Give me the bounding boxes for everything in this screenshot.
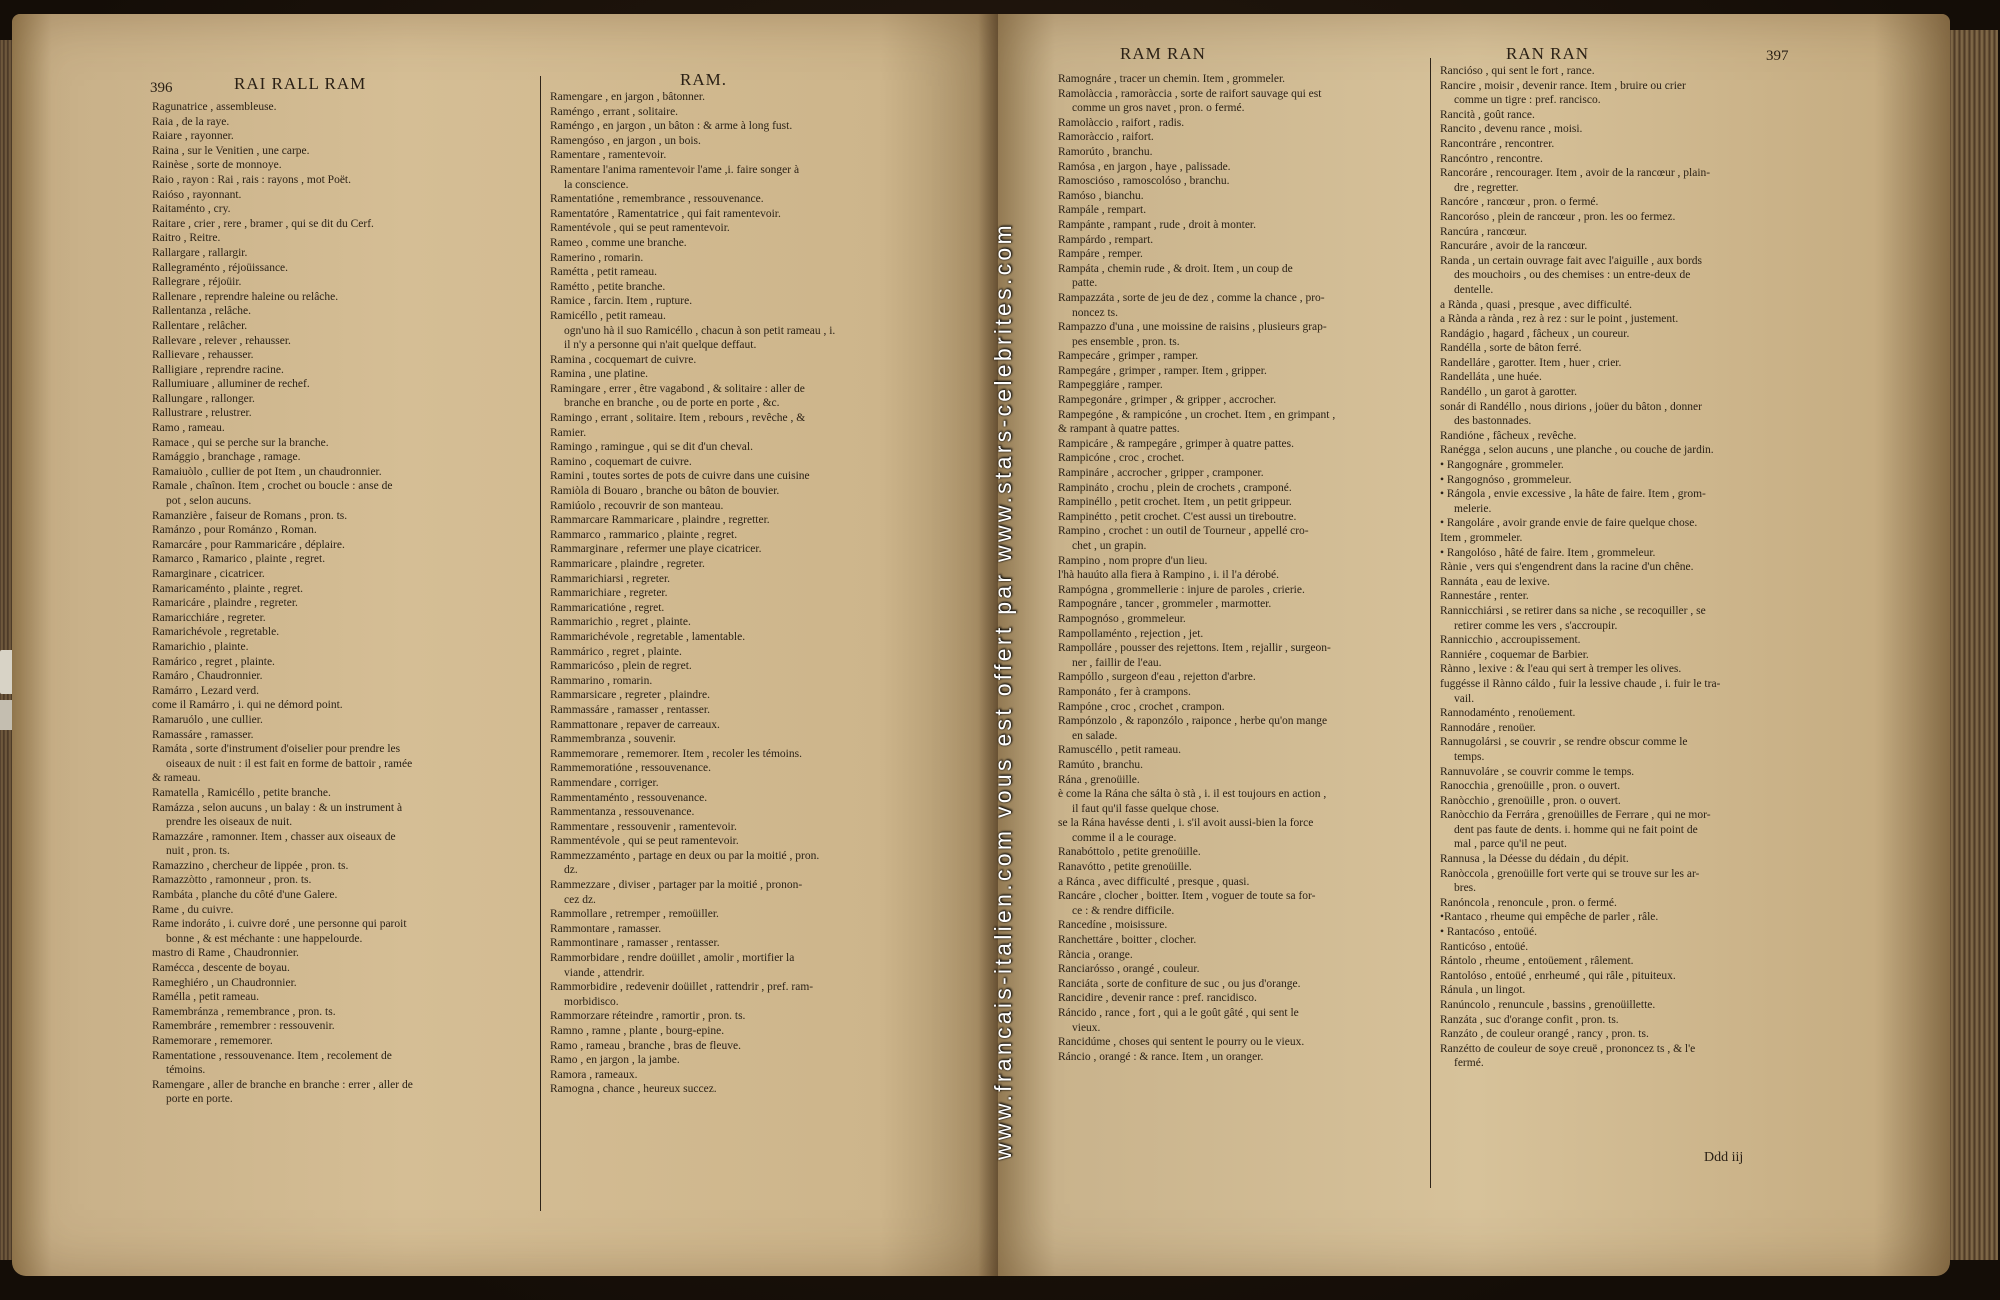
dictionary-entry: Ramaruólo , une cullier. [152, 713, 263, 726]
dictionary-entry: Rampinéllo , petit crochet. Item , un petit grippeur. [1058, 496, 1292, 509]
dictionary-entry: Ramazzáre , ramonner. Item , chasser aux oiseaux de [152, 830, 396, 843]
dictionary-entry: Rallargare , rallargir. [152, 246, 248, 259]
dictionary-entry: Ramaricaménto , plainte , regret. [152, 582, 304, 595]
dictionary-entry: Rammaricatióne , regret. [550, 601, 665, 614]
dictionary-entry: Rannodáre , renoüer. [1440, 721, 1536, 734]
dictionary-entry: Ranúncolo , renuncule , bassins , grenoüillette. [1440, 999, 1656, 1011]
dictionary-entry: Ramognáre , tracer un chemin. Item , grommeler. [1058, 73, 1286, 85]
dictionary-entry: Ramo , rameau. [152, 422, 225, 435]
left-running-header: RAI RALL RAM [234, 74, 367, 93]
dictionary-entry: Rammorbidare , rendre doüillet , amolir , mortifier la [550, 952, 795, 965]
dictionary-entry: comme un tigre : pref. rancisco. [1454, 94, 1601, 107]
dictionary-entry: Ramarcáre , pour Rammaricáre , déplaire. [152, 538, 345, 551]
dictionary-entry: a Ránca , avec difficulté , presque , quasi. [1058, 875, 1250, 888]
left-page-number: 396 [150, 80, 173, 96]
right-header-col2: RAN RAN [1506, 44, 1590, 63]
dictionary-entry: Rancióso , qui sent le fort , rance. [1440, 65, 1595, 77]
dictionary-entry: Rammarco , rammarico , plainte , regret. [550, 528, 738, 541]
dictionary-entry: morbidisco. [564, 995, 619, 1008]
dictionary-entry: Rampognóso , grommeleur. [1058, 612, 1186, 625]
dictionary-entry: Rampazzo d'una , une moissine de raisins , plusieurs grap- [1058, 321, 1327, 334]
dictionary-entry: Raia , de la raye. [152, 115, 230, 128]
dictionary-entry: Rallegrare , réjoüir. [152, 276, 242, 289]
dictionary-entry: Rallentare , relâcher. [152, 319, 248, 332]
dictionary-entry: • Rangognáre , grommeler. [1440, 459, 1564, 472]
dictionary-entry: Ramo , en jargon , la jambe. [550, 1054, 680, 1067]
dictionary-entry: comme un gros navet , pron. o fermé. [1072, 102, 1245, 115]
dictionary-entry: Ramembráre , remembrer : ressouvenir. [152, 1020, 335, 1033]
dictionary-entry: Rammentanza , ressouvenance. [550, 806, 695, 819]
dictionary-entry: Rampazzáta , sorte de jeu de dez , comme la chance , pro- [1058, 291, 1325, 304]
dictionary-entry: nuit , pron. ts. [166, 845, 230, 858]
dictionary-entry: Raiare , rayonner. [152, 130, 234, 143]
dictionary-entry: Raina , sur le Venitien , une carpe. [152, 144, 310, 157]
dictionary-entry: Ramoràccio , raifort. [1058, 131, 1154, 144]
dictionary-entry: Rampále , rempart. [1058, 204, 1147, 217]
dictionary-entry: Ramárico , regret , plainte. [152, 655, 275, 668]
dictionary-entry: melerie. [1454, 502, 1492, 515]
right-page-number: 397 [1766, 48, 1789, 64]
right-page-edges [1950, 30, 1998, 1260]
dictionary-entry: Ramale , chaînon. Item , crochet ou boucle : anse de [152, 480, 393, 493]
dictionary-entry: Ranóncola , renoncule , pron. o fermé. [1440, 896, 1617, 909]
dictionary-entry: Item , grommeler. [1440, 532, 1523, 544]
dictionary-entry: Rallungare , rallonger. [152, 392, 255, 405]
dictionary-entry: Randéllo , un garot à garotter. [1440, 386, 1578, 399]
dictionary-entry: Ramárro , Lezard verd. [152, 684, 259, 697]
dictionary-entry: Ramentatione , ressouvenance. Item , recolement de [152, 1049, 392, 1062]
dictionary-entry: Ramentatióne , remembrance , ressouvenance. [550, 193, 764, 206]
left-column-1 [152, 100, 532, 1107]
dictionary-entry: Raitaménto , cry. [152, 203, 231, 216]
left-center-header: RAM. [680, 70, 727, 89]
dictionary-entry: prendre les oiseaux de nuit. [166, 816, 293, 829]
dictionary-entry: Rampógna , grommellerie : injure de paroles , crierie. [1058, 583, 1305, 596]
dictionary-entry: porte en porte. [166, 1093, 233, 1106]
dictionary-entry: Rammattonare , repaver de carreaux. [550, 718, 720, 731]
dictionary-entry: • Rangoláre , avoir grande envie de faire quelque chose. [1440, 517, 1698, 530]
dictionary-entry: Rannusa , la Déesse du dédain , du dépit. [1440, 853, 1629, 866]
dictionary-entry: Ramáta , sorte d'instrument d'oiselier pour prendre les [152, 743, 401, 756]
dictionary-entry: Randélla , sorte de bâton ferré. [1440, 342, 1582, 355]
dictionary-entry: Rancáre , clocher , boitter. Item , voguer de toute sa for- [1058, 890, 1316, 903]
dictionary-entry: il faut qu'il fasse quelque chose. [1072, 802, 1220, 815]
dictionary-entry: fermé. [1454, 1057, 1484, 1070]
dictionary-entry: Rammorzare réteindre , ramortir , pron. ts. [550, 1010, 746, 1023]
dictionary-entry: Ramánzo , pour Románzo , Roman. [152, 524, 317, 537]
dictionary-entry: Ramina , cocquemart de cuivre. [550, 353, 697, 366]
left-column-2 [550, 90, 930, 1097]
dictionary-entry: Rampollaménto , rejection , jet. [1058, 627, 1204, 640]
dictionary-entry: sonár di Randéllo , nous dirions , joüer du bâton , donner [1440, 400, 1702, 413]
dictionary-entry: Rancóre , rancœur , pron. o fermé. [1440, 196, 1599, 209]
dictionary-entry: Rammarcare Rammaricare , plaindre , regretter. [550, 514, 770, 527]
dictionary-entry: Ranchettáre , boitter , clocher. [1058, 934, 1197, 947]
dictionary-entry: Ramuscéllo , petit rameau. [1058, 744, 1181, 757]
dictionary-entry: Rallustrare , relustrer. [152, 407, 252, 420]
dictionary-entry: Ráncido , rance , fort , qui a le goût gâté , qui sent le [1058, 1007, 1299, 1019]
dictionary-entry: Ramingo , ramingue , qui se dit d'un cheval. [550, 441, 753, 454]
dictionary-entry: Ramazzòtto , ramonneur , pron. ts. [152, 874, 312, 887]
dictionary-entry: Ranzétto de couleur de soye creuë , prononcez ts , & l'e [1440, 1042, 1696, 1055]
dictionary-entry: Rameo , comme une branche. [550, 236, 687, 249]
dictionary-entry: Ramaiuòlo , cullier de pot Item , un chaudronnier. [152, 465, 382, 478]
dictionary-entry: Rancuráre , avoir de la rancœur. [1440, 240, 1588, 253]
dictionary-entry: témoins. [166, 1064, 206, 1077]
dictionary-entry: Rammorbidire , redevenir doüillet , rattendrir , pref. ram- [550, 981, 814, 994]
dictionary-entry: Rampóne , croc , crochet , crampon. [1058, 700, 1225, 713]
dictionary-entry: Raitare , crier , rere , bramer , qui se dit du Cerf. [152, 217, 374, 230]
right-page [998, 14, 1950, 1276]
dictionary-entry: • Rantacóso , entoüé. [1440, 926, 1537, 939]
dictionary-entry: Rallenare , reprendre haleine ou relâche. [152, 290, 339, 303]
dictionary-entry: Rammembranza , souvenir. [550, 733, 676, 746]
dictionary-entry: Ramentévole , qui se peut ramentevoir. [550, 222, 730, 235]
dictionary-entry: Randelláre , garotter. Item , huer , crier. [1440, 356, 1622, 369]
dictionary-entry: Ramétta , petit rameau. [550, 266, 657, 279]
dictionary-entry: Ramentare , ramentevoir. [550, 149, 667, 162]
dictionary-entry: Ragunatrice , assembleuse. [152, 101, 277, 113]
dictionary-entry: Rammaricóso , plein de regret. [550, 660, 692, 673]
dictionary-entry: Rannestáre , renter. [1440, 590, 1529, 603]
dictionary-entry: Randióne , fâcheux , revêche. [1440, 429, 1577, 442]
left-column-rule [540, 76, 541, 1211]
dictionary-entry: Rammarichio , regret , plainte. [550, 616, 691, 629]
dictionary-entry: Randa , un certain ouvrage fait avec l'aiguille , aux bords [1440, 254, 1703, 267]
dictionary-entry: Ramier. [550, 426, 587, 439]
dictionary-entry: Rancire , moisir , devenir rance. Item , bruire ou crier [1440, 79, 1686, 92]
watermark-text [990, 1120, 1010, 1160]
dictionary-entry: Ralligiare , reprendre racine. [152, 363, 284, 376]
dictionary-entry: Rànno , lexive : & l'eau qui sert à tremper les olives. [1440, 663, 1682, 676]
dictionary-entry: Rammollare , retremper , remoüiller. [550, 908, 719, 921]
dictionary-entry: Ramogna , chance , heureux succez. [550, 1083, 717, 1096]
dictionary-entry: Rampárdo , rempart. [1058, 233, 1154, 246]
dictionary-entry: Ranzáto , de couleur orangé , rancy , pron. ts. [1440, 1028, 1649, 1041]
dictionary-entry: Rallevare , relever , rehausser. [152, 334, 291, 347]
dictionary-entry: Rampicáre , & rampegáre , grimper à quatre pattes. [1058, 437, 1294, 450]
dictionary-entry: Ramicéllo , petit rameau. [550, 309, 666, 322]
dictionary-entry: Rannodaménto , renoüement. [1440, 707, 1576, 720]
dictionary-entry: Ramóso , bianchu. [1058, 189, 1144, 202]
dictionary-entry: Rampino , nom propre d'un lieu. [1058, 554, 1208, 567]
dictionary-entry: Rancidúme , choses qui sentent le pourry ou le vieux. [1058, 1036, 1305, 1049]
dictionary-entry: Ranòcchio da Ferrára , grenoüilles de Ferrare , qui ne mor- [1440, 809, 1711, 822]
dictionary-entry: Ramázza , selon aucuns , un balay : & un instrument à [152, 801, 403, 814]
dictionary-entry: Rammemoratióne , ressouvenance. [550, 762, 711, 775]
dictionary-entry: Rampinétto , petit crochet. C'est aussi un tireboutre. [1058, 510, 1297, 523]
dictionary-entry: Ramace , qui se perche sur la branche. [152, 436, 329, 449]
dictionary-entry: Ramáro , Chaudronnier. [152, 670, 263, 683]
dictionary-entry: dz. [564, 864, 578, 877]
dictionary-entry: Raio , rayon : Rai , rais : rayons , mot Poët. [152, 173, 351, 186]
dictionary-entry: Rammarichiare , regreter. [550, 587, 668, 600]
dictionary-entry: Ranòcchio , grenoüille , pron. o ouvert. [1440, 794, 1621, 807]
dictionary-entry: mal , parce qu'il ne peut. [1454, 838, 1567, 851]
dictionary-entry: bonne , & est méchante : une happelourde. [166, 932, 363, 945]
dictionary-entry: Rainèse , sorte de monnoye. [152, 159, 282, 172]
dictionary-entry: Rammentévole , qui se peut ramentevoir. [550, 835, 739, 848]
dictionary-entry: oiseaux de nuit : il est fait en forme de battoir , ramée [166, 757, 413, 770]
dictionary-entry: Rammarino , romarin. [550, 674, 653, 687]
dictionary-entry: Ramolàccia , ramoràccia , sorte de raifort sauvage qui est [1058, 87, 1322, 100]
dictionary-entry: Rammassáre , ramasser , rentasser. [550, 703, 710, 716]
dictionary-entry: Rannuvoláre , se couvrir comme le temps. [1440, 765, 1635, 778]
dictionary-entry: Rampáre , remper. [1058, 248, 1143, 261]
dictionary-entry: Ramétto , petite branche. [550, 280, 666, 293]
dictionary-entry: ogn'uno hà il suo Ramicéllo , chacun à son petit rameau , i. [564, 324, 836, 337]
dictionary-entry: Ramentatóre , Ramentatrice , qui fait ramentevoir. [550, 207, 781, 220]
dictionary-entry: Rampáta , chemin rude , & droit. Item , un coup de [1058, 262, 1293, 275]
dictionary-entry: Ranciarósso , orangé , couleur. [1058, 963, 1200, 976]
dictionary-entry: Ramággio , branchage , ramage. [152, 451, 301, 464]
dictionary-entry: Rántolo , rheume , entoüement , râlement. [1440, 955, 1634, 968]
dictionary-entry: Ranabóttolo , petite grenoüille. [1058, 846, 1201, 859]
dictionary-entry: Ramécca , descente de boyau. [152, 962, 290, 975]
dictionary-entry: viande , attendrir. [564, 966, 645, 979]
right-header-col1: RAM RAN [1120, 44, 1206, 63]
dictionary-entry: Rannicchiársi , se retirer dans sa niche , se recoquiller , se [1440, 604, 1706, 617]
dictionary-entry: Ramarginare , cicatricer. [152, 568, 265, 580]
dictionary-entry: Raméngo , errant , solitaire. [550, 105, 679, 118]
dictionary-entry: Ranticóso , entoüé. [1440, 940, 1529, 953]
dictionary-entry: Rannáta , eau de lexive. [1440, 575, 1550, 588]
dictionary-entry: Ramingo , errant , solitaire. Item , rebours , revêche , & [550, 412, 806, 425]
dictionary-entry: pot , selon aucuns. [166, 495, 252, 508]
dictionary-entry: Rammárico , regret , plainte. [550, 645, 682, 658]
dictionary-entry: ner , faillir de l'eau. [1072, 656, 1162, 669]
dictionary-entry: Ranocchia , grenoüille , pron. o ouvert. [1440, 780, 1621, 793]
dictionary-entry: • Rangognóso , grommeleur. [1440, 473, 1572, 486]
dictionary-entry: Rancedíne , moisissure. [1058, 919, 1168, 932]
dictionary-entry: Raióso , rayonnant. [152, 188, 242, 201]
dictionary-entry: Ramino , coquemart de cuivre. [550, 455, 692, 468]
dictionary-entry: Ramengare , en jargon , bâtonner. [550, 91, 705, 103]
dictionary-entry: Ramiúolo , recouvrir de son manteau. [550, 499, 724, 512]
dictionary-entry: Rampolláre , pousser des rejettons. Item , rejallir , surgeon- [1058, 642, 1331, 655]
dictionary-entry: Rampónzolo , & raponzólo , raiponce , herbe qu'on mange [1058, 715, 1328, 728]
dictionary-entry: Ráncio , orangé : & rance. Item , un oranger. [1058, 1050, 1264, 1063]
dictionary-entry: vieux. [1072, 1021, 1101, 1034]
dictionary-entry: •Rantaco , rheume qui empêche de parler , râle. [1440, 911, 1659, 924]
dictionary-entry: Rammontinare , ramasser , rentasser. [550, 937, 720, 950]
dictionary-entry: Rallumiuare , alluminer de rechef. [152, 378, 310, 391]
dictionary-entry: temps. [1454, 750, 1485, 763]
dictionary-entry: Ramarichio , plainte. [152, 640, 249, 653]
dictionary-entry: Rampecáre , grimper , ramper. [1058, 350, 1199, 363]
dictionary-entry: Ramno , ramne , plante , bourg-epine. [550, 1025, 725, 1037]
dictionary-entry: Ramarichévole , regretable. [152, 626, 280, 639]
dictionary-entry: Ramoscióso , ramoscolóso , branchu. [1058, 175, 1230, 188]
dictionary-entry: Ranciáta , sorte de confiture de suc , ou jus d'orange. [1058, 977, 1301, 990]
dictionary-entry: Rànie , vers qui s'engendrent dans la racine d'un chêne. [1440, 561, 1694, 574]
dictionary-entry: cez dz. [564, 893, 596, 906]
dictionary-entry: Rancito , devenu rance , moisi. [1440, 123, 1583, 136]
dictionary-entry: Ranniére , coquemar de Barbier. [1440, 648, 1589, 661]
dictionary-entry: dent pas faute de dents. i. homme qui ne fait point de [1454, 823, 1698, 836]
right-column-1 [1058, 72, 1424, 1064]
right-column-2 [1440, 64, 1806, 1071]
dictionary-entry: Rammentaménto , ressouvenance. [550, 791, 708, 804]
dictionary-entry: Ramorúto , branchu. [1058, 145, 1153, 158]
dictionary-entry: Rantolóso , entoüé , enrheumé , qui râle , pituiteux. [1440, 969, 1676, 982]
dictionary-entry: Ramolàccio , raifort , radis. [1058, 116, 1185, 129]
dictionary-entry: Ramaricchiáre , regreter. [152, 611, 266, 624]
dictionary-entry: Rancúra , rancœur. [1440, 225, 1527, 238]
dictionary-entry: Rannugolársi , se couvrir , se rendre obscur comme le [1440, 736, 1688, 749]
dictionary-entry: vail. [1454, 692, 1475, 705]
dictionary-entry: Ramo , rameau , branche , bras de fleuve. [550, 1039, 741, 1052]
dictionary-entry: Ramélla , petit rameau. [152, 991, 259, 1004]
dictionary-entry: & rampant à quatre pattes. [1058, 423, 1180, 436]
dictionary-entry: Ramósa , en jargon , haye , palissade. [1058, 160, 1231, 173]
dictionary-entry: Rampináto , crochu , plein de crochets , cramponé. [1058, 481, 1292, 494]
dictionary-entry: dentelle. [1454, 283, 1494, 296]
dictionary-entry: Raitro , Reitre. [152, 232, 221, 245]
dictionary-entry: Rammarichévole , regretable , lamentable. [550, 630, 746, 643]
dictionary-entry: Rammarginare , refermer une playe cicatricer. [550, 543, 762, 556]
dictionary-entry: Ramini , toutes sortes de pots de cuivre dans une cuisine [550, 470, 810, 483]
dictionary-entry: Rallentanza , relâche. [152, 305, 251, 318]
dictionary-entry: Ranzáta , suc d'orange confit , pron. ts. [1440, 1013, 1619, 1026]
dictionary-entry: Ramentare l'anima ramentevoir l'ame ,i. faire songer à [550, 163, 800, 176]
dictionary-entry: il n'y a personne qui n'ait quelque deffaut. [564, 339, 757, 352]
dictionary-entry: mastro di Rame , Chaudronnier. [152, 947, 299, 960]
dictionary-entry: Rallegraménto , réjoüissance. [152, 261, 289, 274]
dictionary-entry: Rammarichiarsi , regreter. [550, 572, 671, 585]
dictionary-entry: Rancoráre , rencourager. Item , avoir de la rancœur , plain- [1440, 167, 1711, 180]
dictionary-entry: Rannicchio , accroupissement. [1440, 634, 1581, 647]
dictionary-entry: des bastonnades. [1454, 415, 1532, 428]
dictionary-entry: retirer comme les vers , s'accroupir. [1454, 619, 1618, 632]
dictionary-entry: Rame , du cuivre. [152, 903, 234, 916]
dictionary-entry: dre , regretter. [1454, 181, 1519, 194]
dictionary-entry: Ramemorare , rememorer. [152, 1035, 273, 1047]
dictionary-entry: • Rángola , envie excessive , la hâte de faire. Item , grom- [1440, 488, 1706, 501]
dictionary-entry: Ramiòla di Bouaro , branche ou bâton de bouvier. [550, 485, 780, 498]
dictionary-entry: Rampicóne , croc , crochet. [1058, 452, 1185, 465]
dictionary-entry: Rammezzaménto , partage en deux ou par la moitié , pron. [550, 849, 820, 862]
dictionary-entry: Rammarsicare , regreter , plaindre. [550, 689, 710, 702]
dictionary-entry: Rambáta , planche du côté d'une Galere. [152, 889, 338, 902]
dictionary-entry: & rameau. [152, 772, 201, 785]
dictionary-entry: Rancóntro , rencontre. [1440, 152, 1543, 165]
dictionary-entry: noncez ts. [1072, 306, 1118, 319]
dictionary-entry: Rammentare , ressouvenir , ramentevoir. [550, 820, 737, 833]
dictionary-entry: fuggésse il Rànno cáldo , fuir la lessive chaude , i. fuir le tra- [1440, 677, 1721, 690]
dictionary-entry: come il Ramárro , i. qui ne démord point. [152, 699, 343, 712]
dictionary-entry: Randelláta , une huée. [1440, 371, 1542, 384]
dictionary-entry: Ranégga , selon aucuns , une planche , ou couche de jardin. [1440, 444, 1714, 457]
dictionary-entry: l'hà hauúto alla fiera à Rampino , i. il l'a dérobé. [1058, 569, 1279, 582]
dictionary-entry: Rampegáre , grimper , ramper. Item , gripper. [1058, 364, 1267, 377]
signature-mark: Ddd iij [1704, 1150, 1744, 1165]
dictionary-entry: pes ensemble , pron. ts. [1072, 335, 1180, 348]
dictionary-entry: Ramengare , aller de branche en branche : errer , aller de [152, 1078, 413, 1091]
dictionary-entry: Rammezzare , diviser , partager par la moitié , pronon- [550, 879, 803, 892]
dictionary-entry: Ramaricáre , plaindre , regreter. [152, 597, 298, 610]
dictionary-entry: Rancidire , devenir rance : pref. rancidisco. [1058, 992, 1257, 1005]
dictionary-entry: bres. [1454, 882, 1477, 895]
dictionary-entry: Rammemorare , rememorer. Item , recoler les témoins. [550, 747, 802, 760]
dictionary-entry: des mouchoirs , ou des chemises : un entre-deux de [1454, 269, 1691, 282]
dictionary-entry: Rampegonáre , grimper , & gripper , accrocher. [1058, 394, 1277, 407]
dictionary-entry: Rammaricare , plaindre , regreter. [550, 558, 705, 570]
dictionary-entry: Rampognáre , tancer , grommeler , marmotter. [1058, 598, 1272, 611]
dictionary-entry: Ramice , farcin. Item , rupture. [550, 295, 693, 308]
dictionary-entry: Rána , grenoüille. [1058, 773, 1140, 786]
left-page [12, 14, 998, 1276]
dictionary-entry: Ramarco , Ramarico , plainte , regret. [152, 553, 326, 566]
dictionary-entry: Ramingare , errer , être vagabond , & solitaire : aller de [550, 382, 805, 395]
dictionary-entry: a Rànda a rànda , rez à rez : sur le point , justement. [1440, 313, 1679, 326]
dictionary-entry: Ramengóso , en jargon , un bois. [550, 134, 701, 147]
dictionary-entry: Rampino , crochet : un outil de Tourneur , appellé cro- [1058, 525, 1309, 538]
dictionary-entry: branche en branche , ou de porte en porte , &c. [564, 397, 780, 410]
dictionary-entry: Ramazzino , chercheur de lippée , pron. ts. [152, 859, 349, 872]
dictionary-entry: Ramerino , romarin. [550, 251, 644, 264]
dictionary-entry: Ranòccola , grenoüille fort verte qui se trouve sur les ar- [1440, 867, 1700, 880]
dictionary-entry: Rancontráre , rencontrer. [1440, 137, 1555, 150]
dictionary-entry: Rampóllo , surgeon d'eau , rejetton d'arbre. [1058, 671, 1256, 684]
dictionary-entry: en salade. [1072, 729, 1118, 742]
dictionary-entry: Rampánte , rampant , rude , droit à monter. [1058, 218, 1256, 231]
dictionary-entry: chet , un grapin. [1072, 540, 1147, 552]
dictionary-entry: Ramanzière , faiseur de Romans , pron. ts. [152, 509, 348, 522]
dictionary-entry: Rammontare , ramasser. [550, 922, 662, 935]
dictionary-entry: Rammendare , corriger. [550, 776, 659, 789]
dictionary-entry: Ramatella , Ramicéllo , petite branche. [152, 786, 331, 799]
dictionary-entry: la conscience. [564, 178, 629, 191]
dictionary-entry: Ranavótto , petite grenoüille. [1058, 861, 1192, 874]
dictionary-entry: Rameghiéro , un Chaudronnier. [152, 976, 297, 989]
dictionary-entry: Rampináre , accrocher , gripper , cramponer. [1058, 467, 1264, 480]
dictionary-entry: Rància , orange. [1058, 948, 1133, 961]
dictionary-entry: Ramora , rameaux. [550, 1068, 638, 1081]
dictionary-entry: Rancoróso , plein de rancœur , pron. les oo fermez. [1440, 210, 1676, 223]
dictionary-entry: Ramassáre , ramasser. [152, 728, 254, 741]
dictionary-entry: Ramina , une platine. [550, 368, 649, 381]
dictionary-entry: ce : & rendre difficile. [1072, 904, 1175, 917]
dictionary-entry: • Rangolóso , hâté de faire. Item , grommeleur. [1440, 546, 1656, 559]
dictionary-entry: Rallievare , rehausser. [152, 349, 254, 362]
dictionary-entry: Rampeggiáre , ramper. [1058, 379, 1163, 392]
dictionary-entry: Ramembránza , remembrance , pron. ts. [152, 1005, 336, 1018]
dictionary-entry: Ránula , un lingot. [1440, 984, 1526, 997]
dictionary-entry: è come la Rána che sálta ò stà , i. il est toujours en action , [1058, 788, 1327, 801]
dictionary-entry: Ramponáto , fer à crampons. [1058, 685, 1191, 698]
dictionary-entry: Ramúto , branchu. [1058, 758, 1143, 771]
dictionary-entry: patte. [1072, 277, 1098, 290]
dictionary-entry: se la Rána havésse denti , i. s'il avoit aussi-bien la force [1058, 817, 1314, 830]
dictionary-entry: a Rànda , quasi , presque , avec difficulté. [1440, 298, 1633, 311]
dictionary-entry: Rampegóne , & rampicóne , un crochet. Item , en grimpant , [1058, 408, 1336, 421]
dictionary-entry: Rancità , goût rance. [1440, 108, 1535, 121]
dictionary-entry: Randágio , hagard , fâcheux , un coureur. [1440, 327, 1630, 340]
dictionary-entry: Raméngo , en jargon , un bâton : & arme à long fust. [550, 120, 793, 133]
dictionary-entry: Rame indoráto , i. cuivre doré , une personne qui paroit [152, 918, 407, 931]
right-column-rule [1430, 58, 1431, 1188]
dictionary-entry: comme il a le courage. [1072, 831, 1177, 844]
